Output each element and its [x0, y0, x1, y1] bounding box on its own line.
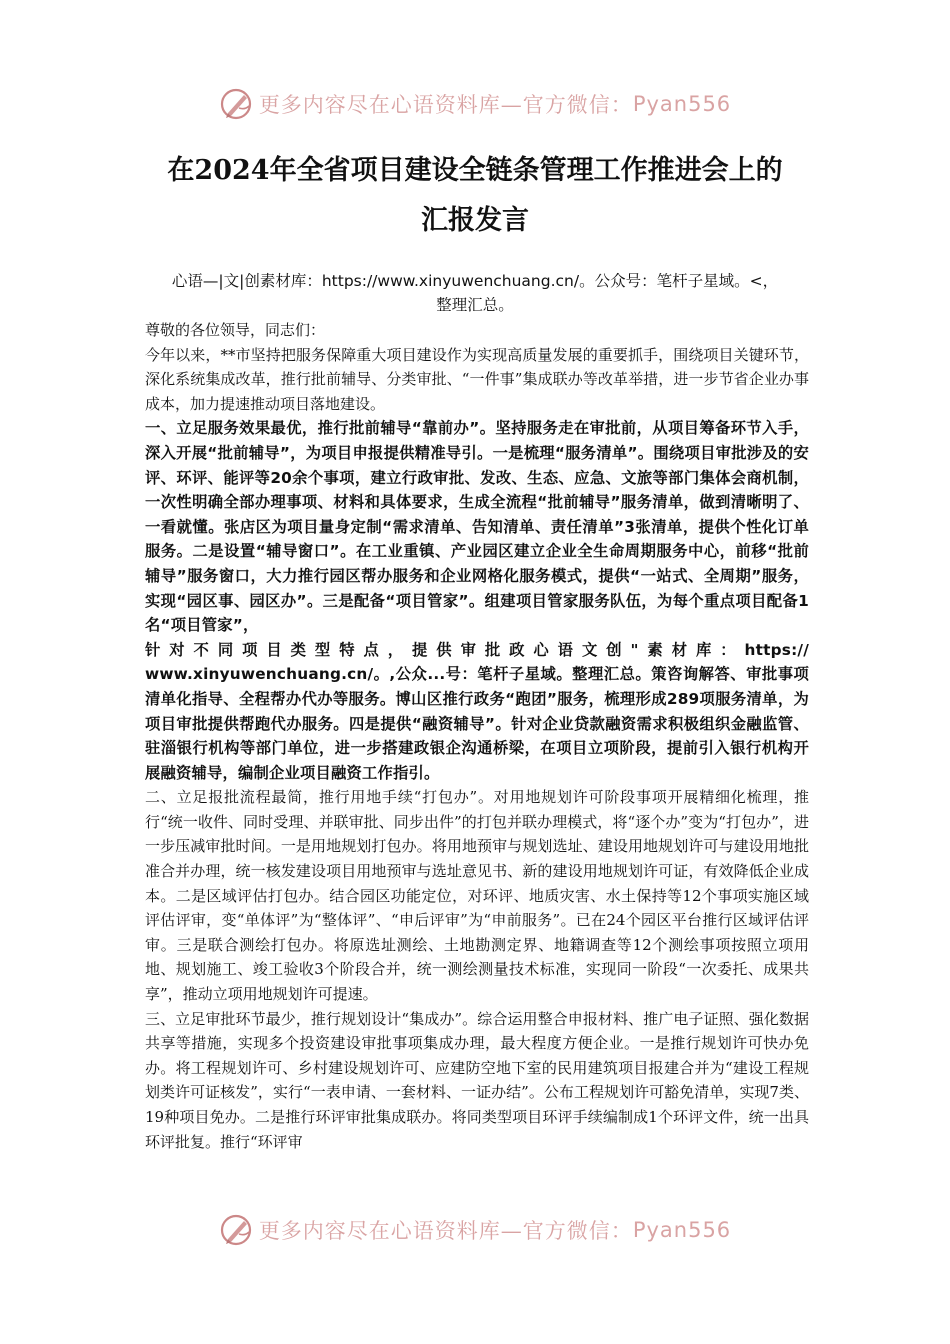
document-title	[100, 146, 850, 246]
source-note	[145, 269, 805, 317]
pen-logo-icon	[219, 86, 255, 122]
section-1-paragraph-c: www.xinyuwenchuang.cn/。,公众...号：笔杆子星域。整理汇总。策咨询解答、审批事项清单化指导、全程帮办代办等服务。博山区推行政务“跑团”服务，梳理形成289项服务清单，为项目审批提供帮跑代办服务。四是提供“融资辅导”。针对企业贷款融资需求积极组织金融监管、驻淄银行机构等部门单位，进一步搭建政银企沟通桥梁，在项目立项阶段，提前引入银行机构开展融资辅导，编制企业项目融资工作指引。	[145, 665, 809, 782]
document-body	[145, 318, 809, 1154]
watermark-wechat-id: Pyan556	[632, 1218, 732, 1242]
watermark-banner-top	[0, 80, 950, 128]
title-line-2: 汇报发言	[421, 205, 529, 236]
source-line-2: 整理汇总。	[436, 296, 514, 314]
section-1-paragraph-a: 一、立足服务效果最优，推行批前辅导“靠前办”。坚持服务走在审批前，从项目筹备环节入手，深入开展“批前辅导”，为项目申报提供精准导引。一是梳理“服务清单”。围绕项目审批涉及的安评、环评、能评等20余个事项，建立行政审批、发改、生态、应急、文旅等部门集体会商机制，一次性明确全部办理事项、材料和具体要求，生成全流程“批前辅导”服务清单，做到清晰明了、一看就懂。张店区为项目量身定制“需求清单、告知清单、责任清单”3张清单，提供个性化订单服务。二是设置“辅导窗口”。在工业重镇、产业园区建立企业全生命周期服务中心，前移“批前辅导”服务窗口，大力推行园区帮办服务和企业网格化服务模式，提供“一站式、全周期”服务，实现“园区事、园区办”。三是配备“项目管家”。组建项目管家服务队伍，为每个重点项目配备1名“项目管家”，	[145, 419, 809, 635]
watermark-text: 更多内容尽在心语资料库—官方微信：	[258, 93, 633, 117]
intro-paragraph: 今年以来，**市坚持把服务保障重大项目建设作为实现高质量发展的重要抓手，围绕项目关键环节，深化系统集成改革，推行批前辅导、分类审批、“一件事”集成联办等改革举措，进一步节省企业办事成本，加力提速推动项目落地建设。	[145, 345, 809, 413]
source-line-1: 心语—|文|创素材库：https://www.xinyuwenchuang.cn/。公众号：笔杆子星域。<，	[171, 272, 779, 290]
salutation: 尊敬的各位领导，同志们：	[145, 321, 326, 339]
watermark-text: 更多内容尽在心语资料库—官方微信：	[258, 1219, 633, 1243]
section-1-paragraph-b: 针对不同项目类型特点，提供审批政心语文创"素材库：https://	[145, 640, 809, 659]
watermark-wechat-id: Pyan556	[632, 92, 732, 116]
watermark-banner-bottom	[0, 1206, 950, 1254]
pen-logo-icon	[219, 1212, 255, 1248]
section-2-paragraph: 二、立足报批流程最简，推行用地手续“打包办”。对用地规划许可阶段事项开展精细化梳理，推行“统一收件、同时受理、并联审批、同步出件”的打包并联办理模式，将“逐个办”变为“打包办”，进一步压减审批时间。一是用地规划打包办。将用地预审与规划选址、建设用地规划许可与建设用地批准合并办理，统一核发建设项目用地预审与选址意见书、新的建设用地规划许可证，有效降低企业成本。二是区域评估打包办。结合园区功能定位，对环评、地质灾害、水土保持等12个事项实施区域评估评审，变“单体评”为“整体评”、“申后评审”为“申前服务”。已在24个园区平台推行区域评估评审。三是联合测绘打包办。将原选址测绘、土地勘测定界、地籍调查等12个测绘事项按照立项用地、规划施工、竣工验收3个阶段合并，统一测绘测量技术标准，实现同一阶段“一次委托、成果共享”，推动立项用地规划许可提速。	[145, 788, 809, 1004]
title-line-1: 在2024年全省项目建设全链条管理工作推进会上的	[167, 155, 783, 186]
section-3-paragraph: 三、立足审批环节最少，推行规划设计“集成办”。综合运用整合申报材料、推广电子证照、强化数据共享等措施，实现多个投资建设审批事项集成办理，最大程度方便企业。一是推行规划许可快办免办。将工程规划许可、乡村建设规划许可、应建防空地下室的民用建筑项目报建合并为“建设工程规划类许可证核发”，实行“一表申请、一套材料、一证办结”。公布工程规划许可豁免清单，实现7类、19种项目免办。二是推行环评审批集成联办。将同类型项目环评手续编制成1个环评文件，统一出具环评批复。推行“环评审	[145, 1009, 809, 1151]
